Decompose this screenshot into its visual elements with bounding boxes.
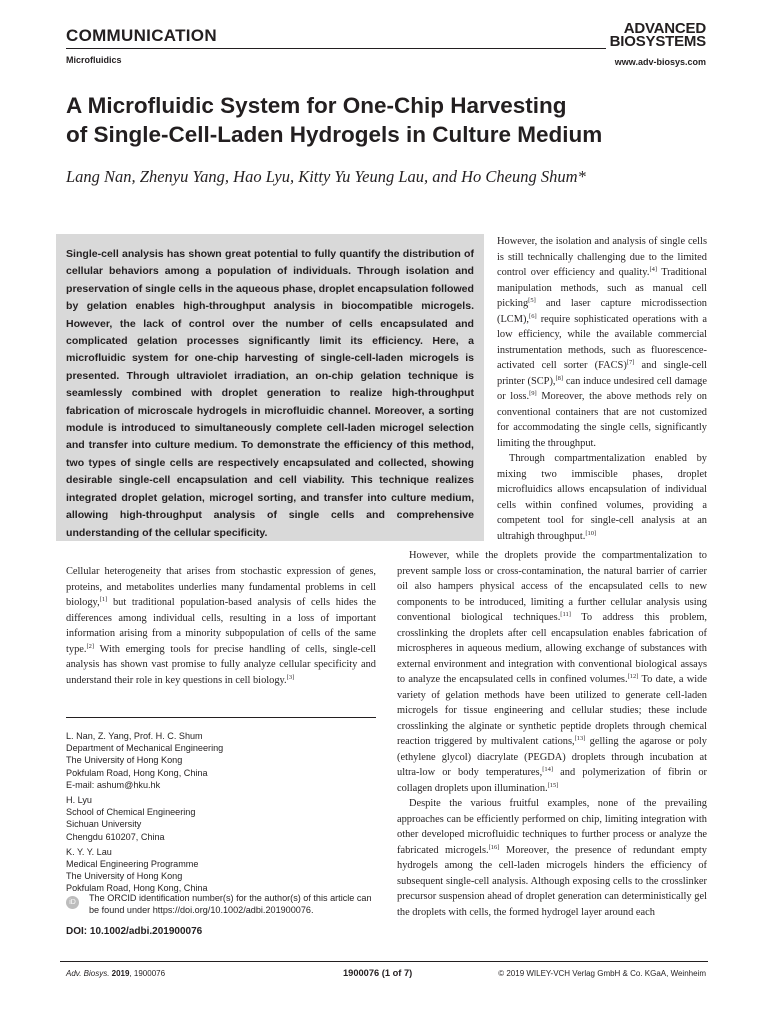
author-list: Lang Nan, Zhenyu Yang, Hao Lyu, Kitty Yu Yeung Lau, and Ho Cheung Shum* [66,167,586,186]
affiliation-line: H. Lyu [66,795,92,806]
article-title [66,91,706,149]
body-paragraph: However, while the droplets provide the compartmentalization to prevent sample loss or cross-contamination, the natural barrier of carrier oil also hampers physical access of the encapsulated cells to new components to be introduced, limiting a further cellular analysis using conventional biological techniques.[11] To address this problem, crosslinking the droplets after cell encapsulation enables fabrication of microspheres in aqueous medium, allowing exchange of substances with external environment and integration with conventional biological assays to analyze the encapsulated cells in confined volumes.[12] To date, a wide variety of gelation methods have been utilized to generate cell-laden microgels for tissue engineering and cellular studies; these include crosslinking the alginate or synthetic peptide droplets through chemical reaction triggered by multivalent cations,[13] gelling the agarose or poly (ethylene glycol) diacrylate (PEGDA) droplets through incubation at ultra-low or body temperatures,[14] and polymerization of fibrin or collagen droplets upon illumination.[15] [397,550,707,794]
affiliation-line: Sichuan University [66,819,142,830]
section-label: Microfluidics [66,55,122,65]
copyright: © 2019 WILEY-VCH Verlag GmbH & Co. KGaA, Weinheim [498,969,706,978]
header-rule [66,48,606,49]
body-paragraph: Cellular heterogeneity that arises from stochastic expression of genes, proteins, and metabolites underlies many fundamental problems in cell biology,[1] but traditional population-based analysis of cells hides the differences among individual cells, resulting in a loss of important information arising from a minority subpopulation of cells of the same type.[2] With emerging tools for precise handling of cells, single-cell analysis has shown vast promise to fully analyze cellular specificity and understand their role in key questions in cell biology.[3] [66,566,376,686]
body-paragraph: Through compartmentalization enabled by mixing two immiscible phases, droplet microfluidics allows encapsulation of individual cells within confined volumes, providing a competent tool for single-cell analysis at an ultrahigh throughput.[10] [497,453,707,542]
body-paragraph: Despite the various fruitful examples, none of the prevailing approaches can be efficiently performed on chip, limiting integration with other developed microfluidic techniques to further process or analyze the fabricated microgels.[16] Moreover, the presence of redundant empty hydrogels among the cell-laden microgels hinders the efficiency of subsequent single-cell analysis. Although exposing cells to the crosslinker precursor suspension ahead of droplet generation can deterministically gel the droplets with cells, the formed hydrogel layer around each [397,798,708,918]
affiliation-line: Medical Engineering Programme [66,859,199,870]
page-number: 1900076 (1 of 7) [343,968,413,978]
journal-url[interactable]: www.adv-biosys.com [614,57,706,67]
citation[interactable]: [9] [529,390,537,397]
citation[interactable]: [13] [574,735,586,742]
journal-logo-line2: BIOSYSTEMS [609,33,706,50]
affiliation-line: L. Nan, Z. Yang, Prof. H. C. Shum [66,731,203,741]
citation[interactable]: [16] [488,843,500,851]
citation[interactable]: [1] [99,596,108,603]
citation[interactable]: [4] [649,266,658,273]
title-line-1: A Microfluidic System for One-Chip Harvesting [66,93,567,118]
doi[interactable]: DOI: 10.1002/adbi.201900076 [66,926,203,937]
affiliation-block [66,730,378,791]
affiliation-line: Pokfulam Road, Hong Kong, China [66,767,208,778]
footer-citation [66,969,165,978]
footer-journal: Adv. Biosys. [66,969,110,978]
footer-year: 2019 [111,969,130,978]
title-line-2: of Single-Cell-Laden Hydrogels in Culture Medium [66,122,603,147]
citation[interactable]: [6] [529,312,537,320]
affiliation-block [66,846,378,895]
body-paragraph: However, the isolation and analysis of single cells is still technically challenging due to the limited control over efficiency and quality.[4] Traditional manipulation methods, such as manual cell picking[5] and laser capture microdissection (LCM),[6] require sophisticated operations with a low efficiency, while the available commercial instrumentation methods, such as fluorescence-activated cell sorter (FACS)[7] and single-cell printer (SCP),[8] can induce undesired cell damage or loss.[9] Moreover, the above methods rely on conventional containers that are not customized for accommodating the single cells, significantly limiting the throughput. [497,236,707,449]
affiliation-line: E-mail: ashum@hku.hk [66,779,161,790]
orcid-note: The ORCID identification number(s) for the author(s) of this article can be found under https://doi.org/10.1002/adbi.201900076. [89,893,372,915]
citation[interactable]: [14] [542,766,554,773]
citation[interactable]: [12] [627,673,639,680]
affiliation-block [66,794,378,843]
affiliation-line: The University of Hong Kong [66,755,183,766]
affiliation-line: Pokfulam Road, Hong Kong, China [66,883,208,894]
abstract-text: Single-cell analysis has shown great potential to fully quantify the distribution of cellular behaviors among a population of individuals. Through isolation and preservation of single cells in the aqueous phase, droplet encapsulation followed by gelation enables high-throughput analysis in biocompatible microgels. However, the lack of control over the number of cells encapsulated and complicated gelation processes significantly limit its efficiency. Here, a microfluidic system for one-chip harvesting of single-cell-laden microgels is presented. Through ultraviolet irradiation, an on-chip gelation technique is seamlessly combined with droplet generation to realize high-throughput fabrication of microscale hydrogels in microfluidic channel. Moreover, a sorting module is introduced to simultaneously complete cell-laden microgel selection and transfer into culture medium. To demonstrate the efficiency of this method, two types of single cells are respectively encapsulated and collected, showing desirable single-cell encapsulation and cell viability. This technique realizes integrated droplet gelation, microgel sorting, and transfer into culture medium, allowing high-throughput analysis of single cells and comprehensive understanding of the cellular specificity. [66,248,474,539]
affiliation-line: School of Chemical Engineering [66,807,196,818]
right-column-top [497,234,707,544]
affiliation-line: Department of Mechanical Engineering [66,743,224,754]
left-column-intro [66,564,376,688]
article-type: COMMUNICATION [66,26,217,45]
journal-logo-line1: ADVANCED [623,20,706,37]
citation[interactable]: [2] [86,642,95,650]
footer-article-no: , 1900076 [129,969,166,978]
citation[interactable]: [7] [626,359,635,366]
citation[interactable]: [5] [528,297,536,304]
affiliation-line: The University of Hong Kong [66,871,183,882]
orcid-icon: iD [66,896,79,909]
citation[interactable]: [11] [560,611,571,618]
citation[interactable]: [3] [286,673,295,681]
affiliation-line: K. Y. Y. Lau [66,846,112,857]
affiliation-rule [66,717,376,718]
citation[interactable]: [8] [555,374,564,382]
journal-logo [610,22,706,48]
footer-rule [60,961,708,962]
citation[interactable]: [15] [547,781,559,789]
abstract-box [56,234,484,541]
citation[interactable]: [10] [585,529,597,537]
right-column-bottom [397,548,707,920]
affiliation-line: Chengdu 610207, China [66,831,165,842]
affiliations [66,730,378,898]
